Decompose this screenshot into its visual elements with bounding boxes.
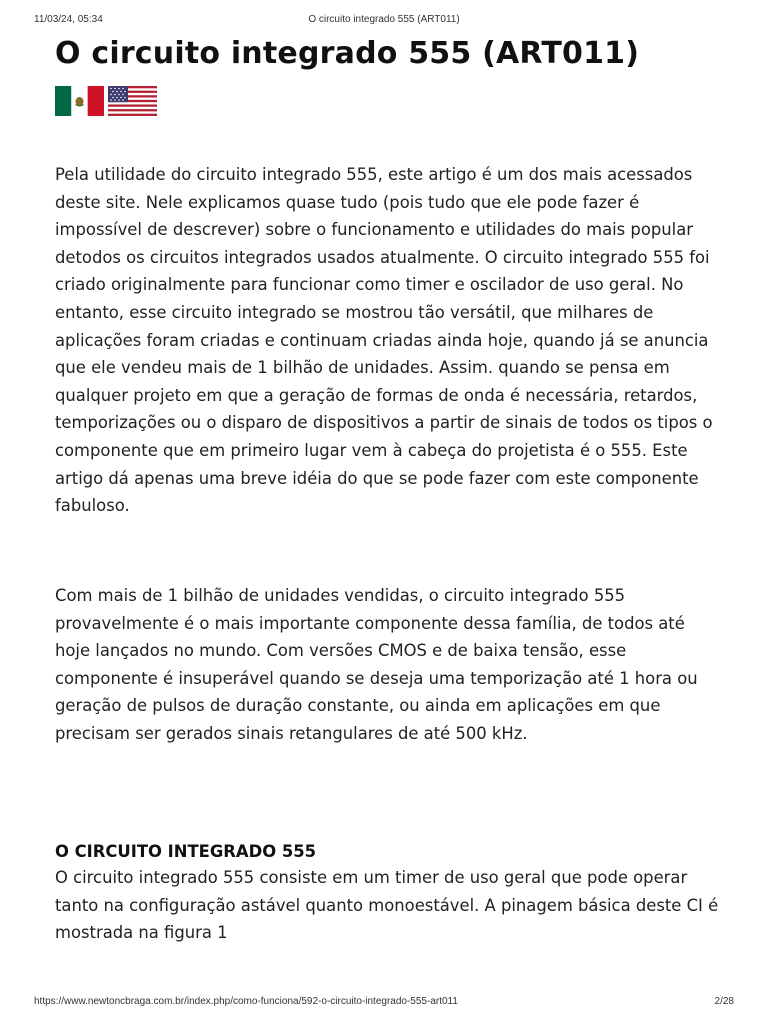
article-title: O circuito integrado 555 (ART011) <box>55 36 640 71</box>
language-flags <box>55 86 157 116</box>
print-page-title: O circuito integrado 555 (ART011) <box>308 14 460 25</box>
print-header <box>34 14 734 28</box>
print-footer <box>34 996 734 1010</box>
page-number: 2/28 <box>714 996 734 1007</box>
mexico-flag-icon[interactable] <box>55 86 104 116</box>
page-url: https://www.newtoncbraga.com.br/index.php/como-funciona/592-o-circuito-integrado-555-art011 <box>34 996 458 1007</box>
overview-paragraph: Com mais de 1 bilhão de unidades vendidas, o circuito integrado 555 provavelmente é o mais importante componente dessa família, de todos até hoje lançados no mundo. Com versões CMOS e de baixa tensão, esse componente é insuperável quando se deseja uma temporização até 1 hora ou geração de pulsos de duração constante, ou ainda em aplicações em que precisam ser gerados sinais retangulares de até 500 kHz. <box>55 586 698 743</box>
intro-paragraph: Pela utilidade do circuito integrado 555, este artigo é um dos mais acessados deste site. Nele explicamos quase tudo (pois tudo que ele pode fazer é impossível de descrever) sobre o funcionamento e utilidades do mais popular detodos os circuitos integrados usados atualmente. O circuito integrado 555 foi criado originalmente para funcionar como timer e oscilador de uso geral. No entanto, esse circuito integrado se mostrou tão versátil, que milhares de aplicações foram criadas e continuam criadas ainda hoje, quando já se anuncia que ele vendeu mais de 1 bilhão de unidades. Assim. quando se pensa em qualquer projeto em que a geração de formas de onda é necessária, retardos, temporizações ou o disparo de dispositivos a partir de sinais de todos os tipos o componente que em primeiro lugar vem à cabeça do projetista é o 555. Este artigo dá apenas uma breve idéia do que se pode fazer com este componente fabuloso. <box>55 165 713 516</box>
print-datetime: 11/03/24, 05:34 <box>34 14 103 25</box>
section-paragraph: O circuito integrado 555 consiste em um timer de uso geral que pode operar tanto na configuração astável quanto monoestável. A pinagem básica deste CI é mostrada na figura 1 <box>55 868 719 943</box>
section-heading: O CIRCUITO INTEGRADO 555 <box>55 842 317 861</box>
usa-flag-icon[interactable] <box>108 86 157 116</box>
